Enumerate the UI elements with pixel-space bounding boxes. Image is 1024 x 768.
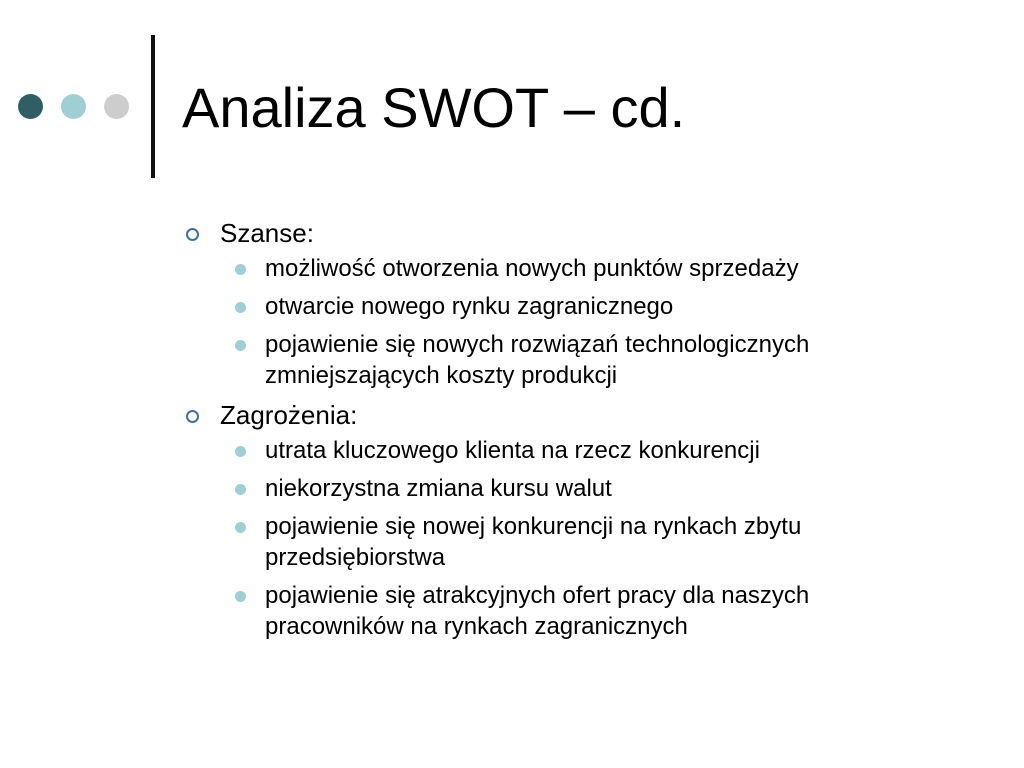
dot-bullet-icon <box>235 484 246 495</box>
dot-bullet-icon <box>235 340 246 351</box>
list-item-text: pojawienie się atrakcyjnych ofert pracy dla naszych pracowników na rynkach zagranicznych <box>265 582 810 640</box>
list-item-text: możliwość otworzenia nowych punktów sprzedaży <box>265 255 799 282</box>
section-heading-label: Szanse: <box>220 218 314 248</box>
list-item <box>184 511 945 573</box>
zagrozenia-list <box>184 435 964 642</box>
dot-bullet-icon <box>235 522 246 533</box>
section-heading-label: Zagrożenia: <box>220 400 358 430</box>
list-item <box>184 473 945 504</box>
list-item <box>184 253 945 284</box>
decor-dot-dark <box>18 94 43 119</box>
list-item <box>184 329 945 391</box>
dot-bullet-icon <box>235 264 246 275</box>
dot-bullet-icon <box>235 302 246 313</box>
ring-bullet-icon <box>186 228 199 241</box>
decor-dot-gray <box>104 94 129 119</box>
decor-dot-teal <box>61 94 86 119</box>
section-heading-szanse <box>184 216 964 250</box>
dot-bullet-icon <box>235 591 246 602</box>
list-item-text: pojawienie się nowych rozwiązań technologicznych zmniejszających koszty produkcji <box>265 331 810 389</box>
title-divider <box>151 35 155 178</box>
slide-content <box>184 216 964 649</box>
slide-title: Analiza SWOT – cd. <box>182 76 686 139</box>
szanse-list <box>184 253 964 391</box>
list-item-text: utrata kluczowego klienta na rzecz konkurencji <box>265 437 760 464</box>
list-item <box>184 580 945 642</box>
list-item <box>184 291 945 322</box>
list-item-text: otwarcie nowego rynku zagranicznego <box>265 293 674 320</box>
list-item-text: pojawienie się nowej konkurencji na rynkach zbytu przedsiębiorstwa <box>265 513 802 571</box>
list-item <box>184 435 945 466</box>
list-item-text: niekorzystna zmiana kursu walut <box>265 475 612 502</box>
section-heading-zagrozenia <box>184 398 964 432</box>
ring-bullet-icon <box>186 410 199 423</box>
dot-bullet-icon <box>235 446 246 457</box>
